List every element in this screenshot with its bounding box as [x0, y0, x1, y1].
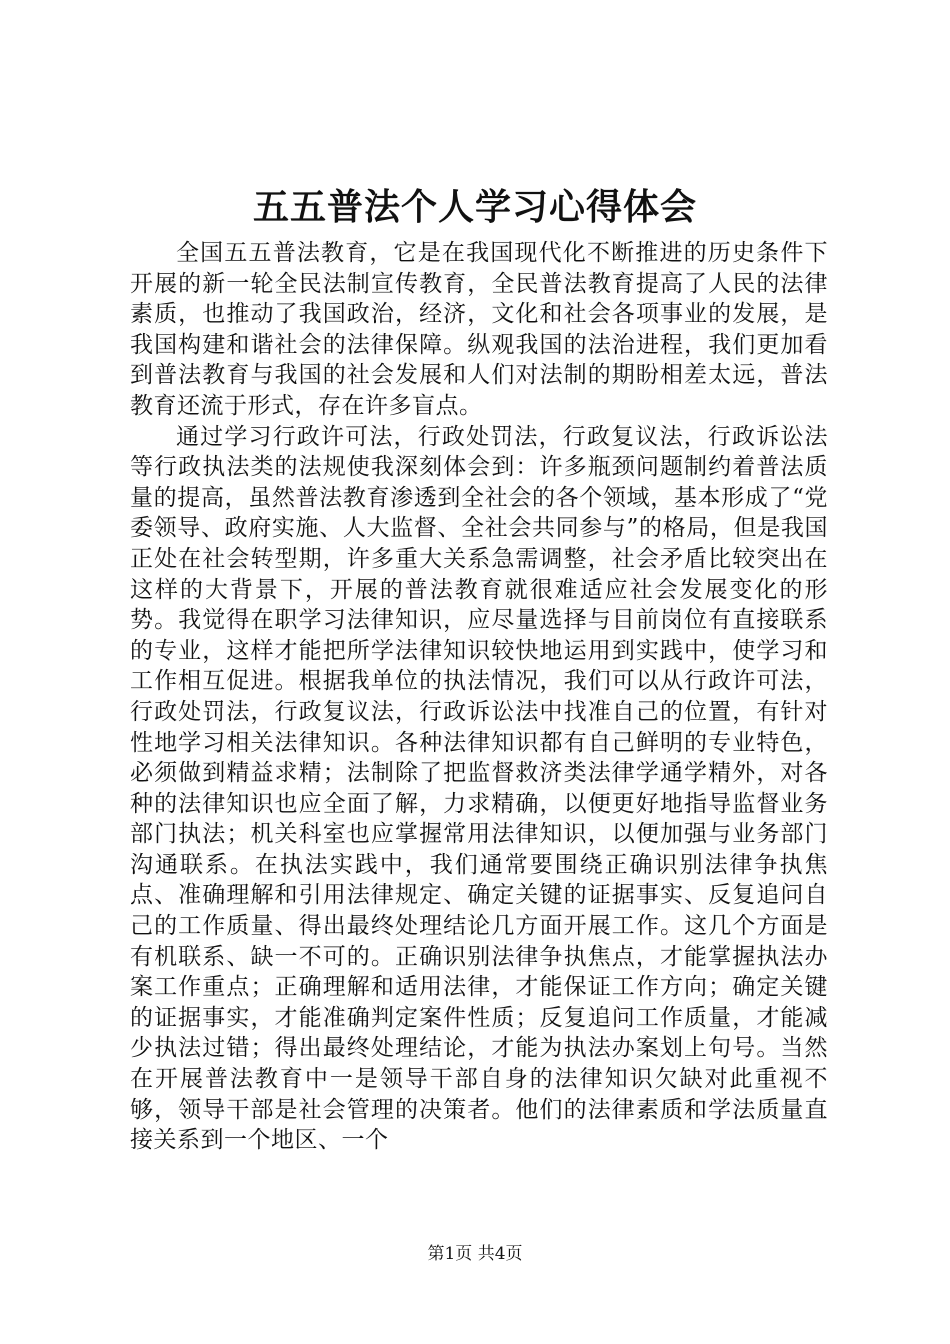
document-body: [130, 238, 828, 1156]
paragraph-1: 全国五五普法教育，它是在我国现代化不断推进的历史条件下开展的新一轮全民法制宣传教育，全民普法教育提高了人民的法律素质，也推动了我国政治，经济，文化和社会各项事业的发展，是我国构建和谐社会的法律保障。纵观我国的法治进程，我们更加看到普法教育与我国的社会发展和人们对法制的期盼相差太远，普法教育还流于形式，存在许多盲点。: [130, 240, 828, 419]
page-number-footer: 第1页 共4页: [427, 1244, 523, 1264]
paragraph-2: 通过学习行政许可法，行政处罚法，行政复议法，行政诉讼法等行政执法类的法规使我深刻体会到：许多瓶颈问题制约着普法质量的提高，虽然普法教育渗透到全社会的各个领域，基本形成了“党委领导、政府实施、人大监督、全社会共同参与”的格局，但是我国正处在社会转型期，许多重大关系急需调整，社会矛盾比较突出在这样的大背景下，开展的普法教育就很难适应社会发展变化的形势。我觉得在职学习法律知识，应尽量选择与目前岗位有直接联系的专业，这样才能把所学法律知识较快地运用到实践中，使学习和工作相互促进。根据我单位的执法情况，我们可以从行政许可法，行政处罚法，行政复议法，行政诉讼法中找准自己的位置，有针对性地学习相关法律知识。各种法律知识都有自己鲜明的专业特色，必须做到精益求精；法制除了把监督救济类法律学通学精外，对各种的法律知识也应全面了解，力求精确，以便更好地指导监督业务部门执法；机关科室也应掌握常用法律知识，以便加强与业务部门沟通联系。在执法实践中，我们通常要围绕正确识别法律争执焦点、准确理解和引用法律规定、确定关键的证据事实、反复追问自己的工作质量、得出最终处理结论几方面开展工作。这几个方面是有机联系、缺一不可的。正确识别法律争执焦点，才能掌握执法办案工作重点；正确理解和适用法律，才能保证工作方向；确定关键的证据事实，才能准确判定案件性质；反复追问工作质量，才能减少执法过错；得出最终处理结论，才能为执法办案划上句号。当然在开展普法教育中一是领导干部自身的法律知识欠缺对此重视不够，领导干部是社会管理的决策者。他们的法律素质和学法质量直接关系到一个地区、一个: [130, 423, 828, 1154]
document-title: 五五普法个人学习心得体会: [252, 186, 697, 228]
